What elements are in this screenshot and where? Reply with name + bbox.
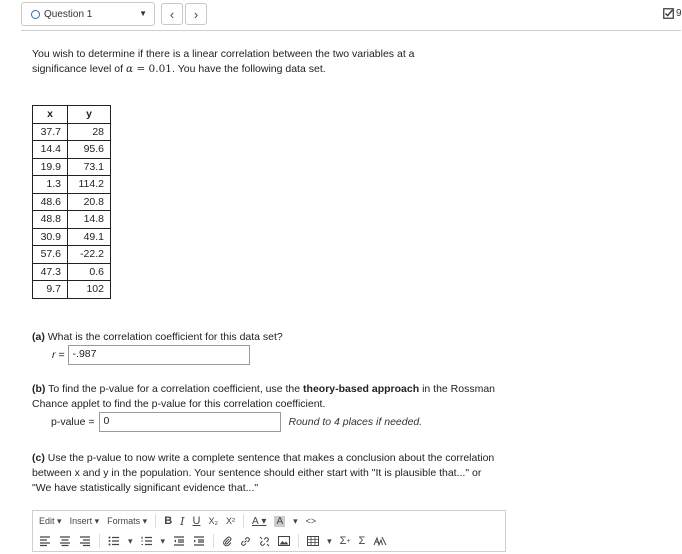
alpha-value: 0.01 (148, 63, 172, 75)
part-b-tag: (b) (32, 383, 46, 395)
toolbar-separator (155, 514, 156, 528)
cell-y: 102 (68, 281, 111, 299)
column-header-y: y (68, 106, 111, 124)
background-color-button[interactable]: A (276, 515, 284, 527)
align-center-icon[interactable] (59, 536, 71, 546)
part-c-question (32, 451, 497, 496)
cell-y: 0.6 (68, 263, 111, 281)
attachment-icon[interactable] (222, 536, 232, 547)
superscript-button[interactable]: X² (225, 516, 235, 526)
image-icon[interactable] (278, 536, 290, 546)
prev-question-button[interactable]: ‹ (161, 3, 183, 25)
cell-y: 14.8 (68, 211, 111, 229)
part-a-tag: (a) (32, 331, 45, 343)
cell-x: 14.4 (33, 141, 68, 159)
checked-count-value: 9 (676, 8, 682, 19)
cell-y: 95.6 (68, 141, 111, 159)
cell-x: 57.6 (33, 246, 68, 264)
table-row (33, 193, 111, 211)
italic-button[interactable]: I (180, 514, 185, 528)
header-divider (21, 30, 681, 31)
table-row (33, 263, 111, 281)
part-b-text-before: To find the p-value for a correlation coefficient, use the (48, 383, 304, 395)
cell-y: 73.1 (68, 158, 111, 176)
table-row (33, 176, 111, 194)
intro-text (32, 47, 472, 77)
table-row (33, 228, 111, 246)
editor-toolbar-row-2 (33, 531, 505, 551)
cell-y: 49.1 (68, 228, 111, 246)
part-b-bold-text: theory-based approach (303, 383, 420, 395)
edit-menu[interactable]: Edit ▾ (39, 515, 62, 526)
checked-count (663, 8, 682, 19)
part-a-text: What is the correlation coefficient for this data set? (47, 331, 283, 343)
outdent-icon[interactable] (173, 536, 185, 546)
cell-y: -22.2 (68, 246, 111, 264)
cell-x: 37.7 (33, 123, 68, 141)
cell-x: 19.9 (33, 158, 68, 176)
sum-plus-button[interactable]: Σ + (339, 535, 351, 547)
cell-x: 1.3 (33, 176, 68, 194)
editor-toolbar-row-1 (33, 511, 505, 531)
table-row (33, 141, 111, 159)
numbered-list-caret[interactable]: ▾ (160, 535, 166, 546)
question-select[interactable] (21, 2, 155, 26)
r-input[interactable]: -.987 (68, 345, 250, 365)
status-circle-icon (31, 10, 40, 19)
pvalue-label: p-value = (51, 416, 95, 428)
toolbar-separator (243, 514, 244, 528)
part-b-text-after: in the Rossman Chance applet to find the p-value for this correlation coefficient. (32, 383, 496, 410)
table-row (33, 246, 111, 264)
chevron-down-icon: ▼ (139, 9, 147, 18)
table-icon[interactable] (307, 536, 319, 546)
cell-x: 48.6 (33, 193, 68, 211)
table-row (33, 211, 111, 229)
toolbar-separator (298, 534, 299, 548)
toolbar-separator (213, 534, 214, 548)
table-row (33, 158, 111, 176)
subscript-button[interactable]: X₂ (208, 516, 218, 526)
part-a-question (32, 330, 492, 345)
r-answer-row (52, 345, 250, 365)
source-code-button[interactable]: <> (305, 516, 317, 526)
bullet-list-caret[interactable]: ▾ (128, 535, 133, 546)
cell-x: 48.8 (33, 211, 68, 229)
checkbox-check-icon (663, 8, 674, 19)
rounding-hint: Round to 4 places if needed. (288, 416, 423, 428)
next-question-button[interactable]: › (185, 3, 207, 25)
r-label: r = (52, 349, 65, 361)
cell-y: 114.2 (68, 176, 111, 194)
cell-x: 30.9 (33, 228, 68, 246)
part-b-question (32, 382, 497, 412)
unlink-icon[interactable] (259, 536, 270, 547)
cell-x: 9.7 (33, 281, 68, 299)
alpha-symbol: α (125, 63, 134, 75)
column-header-x: x (33, 106, 68, 124)
bold-button[interactable]: B (164, 515, 173, 527)
intro-text-before: You wish to determine if there is a linear correlation between the two variables at a significance level of (32, 48, 415, 75)
insert-menu[interactable]: Insert ▾ (69, 515, 100, 526)
underline-button[interactable]: U (192, 515, 201, 527)
rich-text-editor (32, 510, 506, 552)
handwriting-icon[interactable] (373, 536, 387, 547)
toolbar-separator (99, 534, 100, 548)
table-row (33, 123, 111, 141)
intro-text-after: . You have the following data set. (171, 63, 326, 75)
font-color-button[interactable]: A ▾ (251, 515, 267, 527)
part-c-text: Use the p-value to now write a complete sentence that makes a conclusion about the correlation between x and y in the population. Your sentence should either start with "It is plausible that..." or "We have statistically significant evidence that..." (32, 452, 495, 494)
align-left-icon[interactable] (39, 536, 51, 546)
part-c-tag: (c) (32, 452, 45, 464)
numbered-list-icon[interactable] (141, 536, 153, 546)
formats-menu[interactable]: Formats ▾ (107, 515, 148, 526)
table-header-row (33, 106, 111, 124)
cell-y: 28 (68, 123, 111, 141)
link-icon[interactable] (240, 536, 251, 547)
bg-color-caret[interactable]: ▾ (293, 515, 298, 526)
data-table (32, 105, 111, 299)
alpha-equals: = (133, 63, 149, 75)
top-bar (0, 0, 681, 30)
question-select-label: Question 1 (44, 8, 93, 20)
table-caret[interactable]: ▾ (327, 535, 332, 546)
table-row (33, 281, 111, 299)
sum-button[interactable]: Σ (358, 535, 366, 547)
align-right-icon[interactable] (79, 536, 91, 546)
pvalue-answer-row (51, 412, 422, 432)
cell-y: 20.8 (68, 193, 111, 211)
bullet-list-icon[interactable] (108, 536, 120, 546)
pvalue-input[interactable]: 0 (99, 412, 281, 432)
cell-x: 47.3 (33, 263, 68, 281)
indent-icon[interactable] (193, 536, 205, 546)
